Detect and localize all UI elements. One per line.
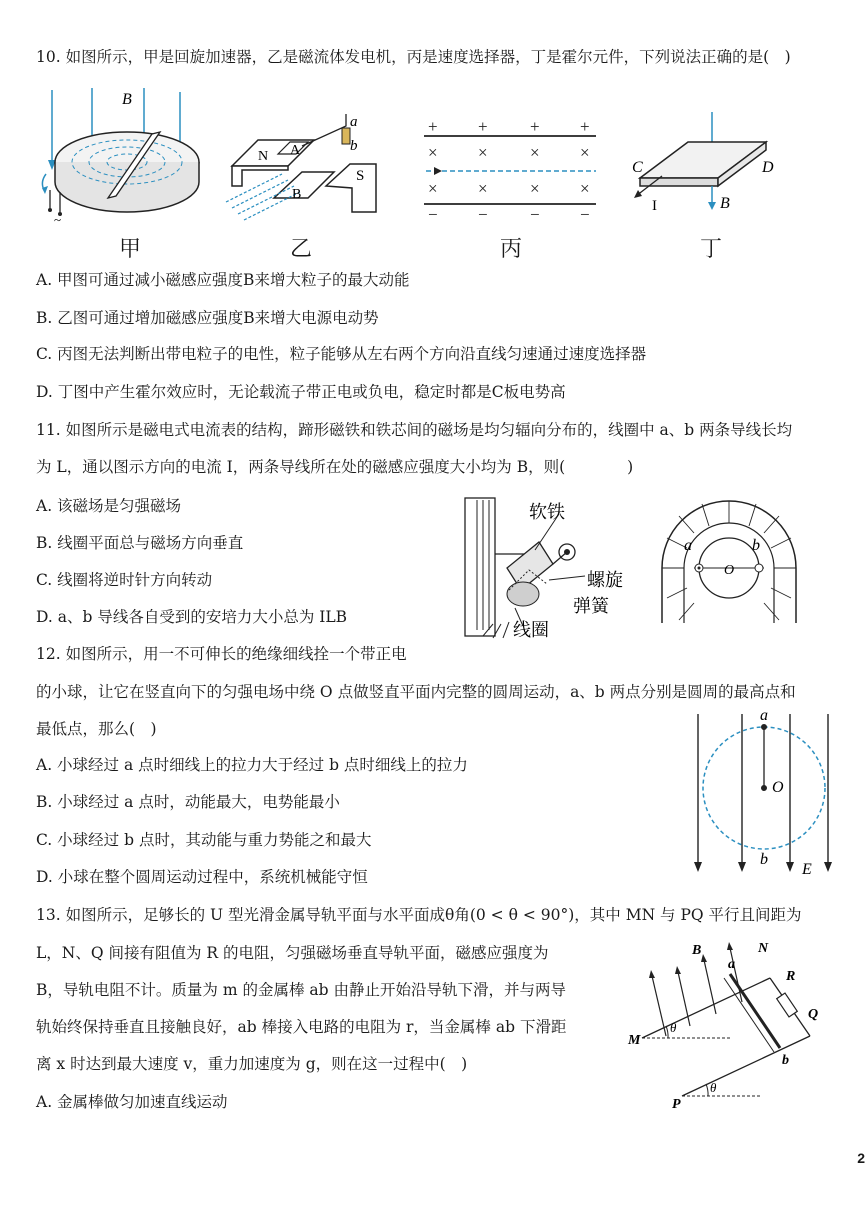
q13-stem-line2: L，N、Q 间接有阻值为 R 的电阻，匀强磁场垂直导轨平面，磁感应强度为 [36, 944, 549, 962]
angle-theta-lower-label: θ [710, 1080, 717, 1095]
svg-text:×: × [478, 179, 488, 198]
svg-text:+: + [478, 117, 488, 136]
svg-text:×: × [478, 143, 488, 162]
svg-text:−: − [530, 205, 540, 222]
svg-text:−: − [478, 205, 488, 222]
q12-stem-line1: 12. 如图所示，用一不可伸长的绝缘细线拴一个带正电 [36, 645, 407, 663]
radial-field-figure [654, 498, 804, 648]
q10-option-c: C. 丙图无法判断出带电粒子的电性，粒子能够从左右两个方向沿直线匀速通过速度选择器 [36, 345, 647, 363]
soft-iron-label: 软铁 [529, 502, 565, 522]
rail-Q-label: Q [808, 1007, 819, 1022]
cyclotron-B-label: B [122, 91, 132, 108]
coil-label: 线圈 [513, 620, 549, 640]
q13-stem-line5: 离 x 时达到最大速度 v，重力加速度为 g，则在这一过程中( ) [36, 1055, 468, 1073]
plate-C-label: C [632, 159, 643, 176]
mhd-generator-figure [218, 108, 388, 228]
current-I-label: I [652, 198, 657, 214]
wire-a-label: a [684, 537, 692, 554]
field-B-label: B [692, 943, 702, 958]
svg-text:×: × [580, 143, 590, 162]
q12-option-a: A. 小球经过 a 点时细线上的拉力大于经过 b 点时细线上的拉力 [36, 756, 468, 774]
field-E-label: E [802, 861, 812, 878]
q11-stem-line1: 11. 如图所示是磁电式电流表的结构，蹄形磁铁和铁芯间的磁场是均匀辐向分布的，线圈中 a、b 两条导线长均 [36, 421, 793, 439]
svg-text:×: × [530, 143, 540, 162]
caption-yi: 乙 [290, 237, 313, 262]
electric-field-circle-figure [688, 704, 838, 880]
rod-end-a-label: a [728, 957, 735, 972]
svg-text:×: × [428, 179, 438, 198]
svg-text:+: + [530, 117, 540, 136]
q10-option-a: A. 甲图可通过减小磁感应强度B来增大粒子的最大动能 [36, 271, 410, 289]
q12-stem-line3: 最低点，那么( ) [36, 720, 157, 738]
q13-stem-line4: 轨始终保持垂直且接触良好，ab 棒接入电路的电阻为 r，当金属棒 ab 下滑距 [36, 1018, 567, 1036]
svg-text:+: + [428, 117, 438, 136]
rail-P-label: P [672, 1097, 681, 1112]
svg-text:−: − [580, 205, 590, 222]
center-O-label: O [772, 779, 784, 796]
angle-theta-upper-label: θ [670, 1020, 677, 1035]
svg-text:×: × [580, 179, 590, 198]
q11-option-d: D. a、b 导线各自受到的安培力大小总为 ILB [36, 608, 348, 626]
terminal-b-label: b [350, 138, 358, 154]
plate-B-label: B [292, 187, 302, 202]
top-point-a-label: a [760, 707, 768, 724]
svg-text:×: × [428, 143, 438, 162]
spring-label-2: 弹簧 [573, 596, 609, 616]
q13-option-a: A. 金属棒做匀加速直线运动 [36, 1093, 228, 1111]
rail-M-label: M [628, 1033, 641, 1048]
q11-stem-line2: 为 L，通以图示方向的电流 I，两条导线所在处的磁感应强度大小均为 B，则( ) [36, 458, 634, 476]
q10-option-d: D. 丁图中产生霍尔效应时，无论载流子带正电或负电，稳定时都是C板电势高 [36, 383, 566, 401]
q12-stem-line2: 的小球，让它在竖直向下的匀强电场中绕 O 点做竖直平面内完整的圆周运动，a、b 两点分别是圆周的最高点和 [36, 683, 796, 701]
spring-label-1: 螺旋 [587, 570, 623, 590]
caption-jia: 甲 [119, 237, 142, 262]
galvanometer-structure-figure [463, 494, 635, 642]
hall-B-label: B [720, 195, 730, 212]
rod-end-b-label: b [782, 1053, 789, 1068]
q13-stem-line1: 13. 如图所示，足够长的 U 型光滑金属导轨平面与水平面成θ角(0 < θ < 90°)，其中 MN 与 PQ 平行且间距为 [36, 906, 802, 924]
svg-text:+: + [580, 117, 590, 136]
q10-option-b: B. 乙图可通过增加磁感应强度B来增大电源电动势 [36, 309, 379, 327]
q13-stem-line3: B，导轨电阻不计。质量为 m 的金属棒 ab 由静止开始沿导轨下滑，并与两导 [36, 981, 566, 999]
cyclotron-figure [32, 84, 207, 224]
core-center-O-label: O [724, 563, 735, 578]
magnet-S-label: S [356, 168, 365, 184]
q11-option-b: B. 线圈平面总与磁场方向垂直 [36, 534, 244, 552]
q12-option-b: B. 小球经过 a 点时，动能最大，电势能最小 [36, 793, 340, 811]
page-number: 2 [857, 1150, 865, 1166]
terminal-a-label: a [350, 114, 358, 130]
q12-option-c: C. 小球经过 b 点时，其动能与重力势能之和最大 [36, 831, 372, 849]
velocity-selector-figure [420, 116, 602, 222]
svg-text:−: − [428, 205, 438, 222]
q11-option-c: C. 线圈将逆时针方向转动 [36, 571, 213, 589]
resistor-R-label: R [786, 969, 796, 984]
caption-bing: 丙 [500, 237, 523, 262]
magnet-N-label: N [258, 149, 269, 164]
q12-option-d: D. 小球在整个圆周运动过程中，系统机械能守恒 [36, 868, 368, 886]
hall-element-figure [626, 112, 786, 220]
caption-ding: 丁 [700, 237, 723, 262]
bottom-point-b-label: b [760, 851, 768, 868]
ac-source-symbol: ~ [54, 212, 62, 224]
inclined-rail-figure [620, 936, 835, 1112]
plate-D-label: D [762, 159, 774, 176]
svg-text:×: × [530, 179, 540, 198]
rail-N-label: N [758, 941, 769, 956]
wire-b-label: b [752, 537, 760, 554]
q10-stem: 10. 如图所示，甲是回旋加速器，乙是磁流体发电机，丙是速度选择器，丁是霍尔元件，下列说法正确的是( ) [36, 48, 791, 66]
q11-option-a: A. 该磁场是匀强磁场 [36, 497, 182, 515]
plate-A-label: A [290, 143, 301, 158]
